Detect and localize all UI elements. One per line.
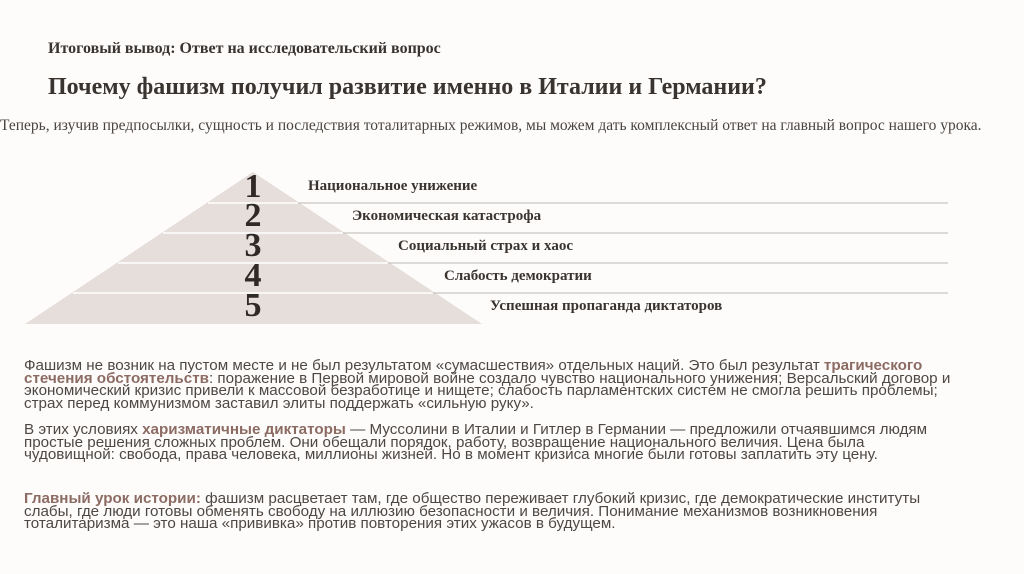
conclusion-paragraph-3 — [24, 490, 959, 532]
section-kicker: Итоговый вывод: Ответ на исследовательский вопрос — [48, 40, 441, 57]
intro-text: Теперь, изучив предпосылки, сущность и последствия тоталитарных режимов, мы можем дать комплексный ответ на главный вопрос нашего урока. — [0, 117, 982, 134]
paragraph-text: фашизм расцветает там, где общество переживает глубокий кризис, где демократические институты слабы, где люди готовы обменять свободу на иллюзию безопасности и величия. Понимание механизмов возникновения тоталитаризма — это наша «прививка» против повторения этих ужасов в будущем. — [24, 490, 921, 532]
pyramid-number-2: 2 — [244, 197, 262, 234]
conclusion-paragraph-2 — [24, 421, 959, 463]
paragraph-text: В этих условиях — [24, 421, 143, 438]
pyramid-label-4: Слабость демократии — [444, 268, 592, 284]
page-title: Почему фашизм получил развитие именно в Италии и Германии? — [48, 74, 767, 100]
pyramid-label-2: Экономическая катастрофа — [352, 208, 542, 224]
pyramid-number-3: 3 — [244, 227, 262, 264]
highlight-phrase: трагического стечения обстоятельств — [24, 357, 923, 387]
paragraph-text: Фашизм не возник на пустом месте и не был результатом «сумасшествия» отдельных наций. Это был результат — [24, 357, 824, 374]
paragraph-text: — Муссолини в Италии и Гитлер в Германии — предложили отчаявшимся людям простые решения сложных проблем. Они обещали порядок, работу, возвращение национального величия. Цена была чудовищной: свобода, права человека, миллионы жизней. Но в момент кризиса многие были готовы заплатить эту цену. — [24, 421, 928, 463]
pyramid-label-5: Успешная пропаганда диктаторов — [490, 298, 723, 314]
pyramid-number-1: 1 — [244, 168, 262, 205]
highlight-phrase: Главный урок истории: — [24, 490, 201, 507]
conclusion-paragraph-1 — [24, 357, 959, 412]
paragraph-text: : поражение в Первой мировой войне создало чувство национального унижения; Версальский договор и экономический кризис привели к массовой безработице и нищете; слабость парламентских систем не смогла решить проблемы; страх перед коммунизмом заставил элиты поддержать «сильную руку». — [24, 369, 951, 412]
pyramid-label-1: Национальное унижение — [308, 178, 478, 194]
highlight-phrase: харизматичные диктаторы — [142, 421, 346, 438]
pyramid-number-5: 5 — [244, 287, 262, 324]
pyramid-number-4: 4 — [244, 257, 262, 294]
pyramid-label-3: Социальный страх и хаос — [398, 238, 573, 254]
